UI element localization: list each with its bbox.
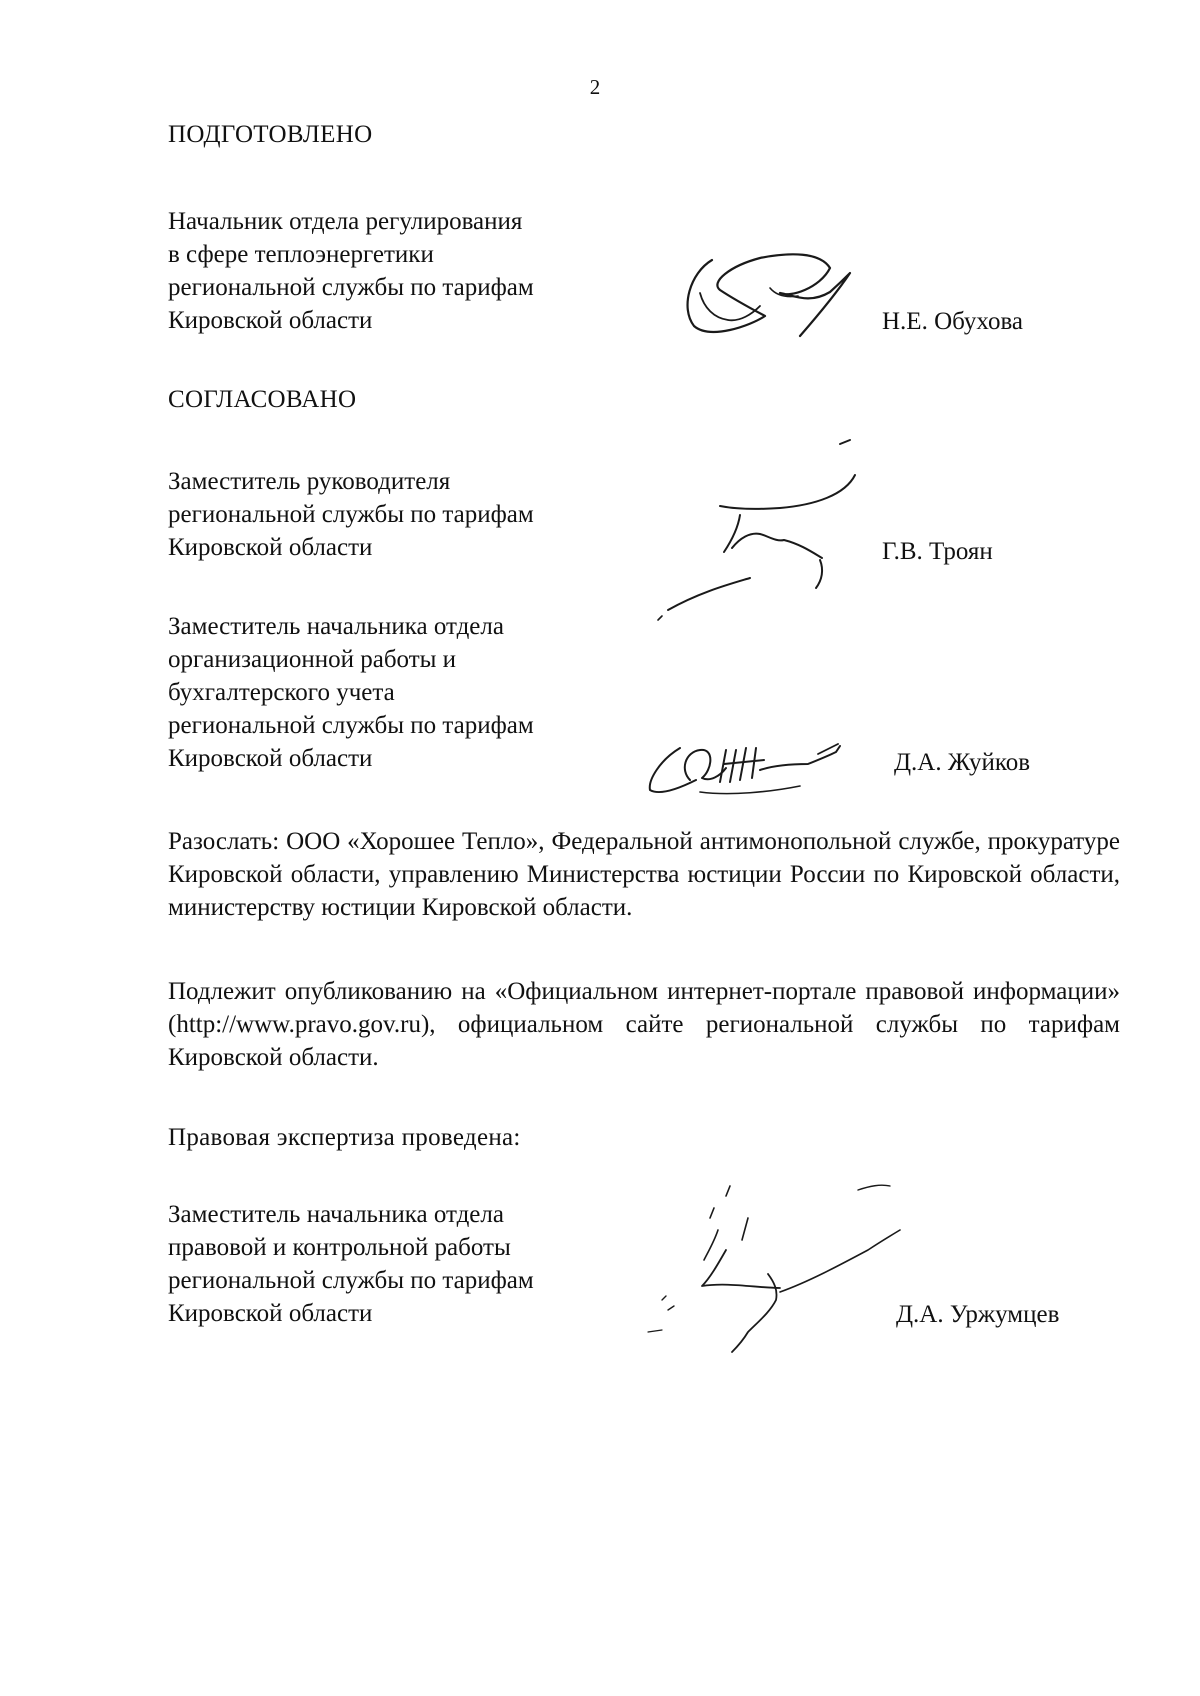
prepared-signer-position: Начальник отдела регулирования в сфере теплоэнергетики региональной службы по тарифам Кировской области xyxy=(168,208,534,334)
agreed-signer-1-position: Заместитель руководителя региональной службы по тарифам Кировской области xyxy=(168,468,534,561)
prepared-heading: ПОДГОТОВЛЕНО xyxy=(168,121,373,148)
legal-review-signer-name: Д.А. Уржумцев xyxy=(896,1301,1060,1328)
prepared-signer-name: Н.Е. Обухова xyxy=(882,308,1024,335)
agreed-signer-2-name: Д.А. Жуйков xyxy=(894,749,1031,776)
signature-zhuikov xyxy=(640,730,880,810)
signature-urzhumtsev xyxy=(618,1182,908,1352)
page-number: 2 xyxy=(589,75,601,99)
publication-notice: Подлежит опубликованию на «Официальном интернет-портале правовой информации» (http://www.pravo.gov.ru), официальном сайте региональной службы по тарифам Кировской области. xyxy=(168,978,1120,1071)
agreed-signer-2-position: Заместитель начальника отдела организационной работы и бухгалтерского учета региональной службы по тарифам Кировской области xyxy=(168,613,534,772)
agreed-signer-1-name: Г.В. Троян xyxy=(882,538,993,565)
signature-troyan xyxy=(640,440,870,620)
legal-review-label: Правовая экспертиза проведена: xyxy=(168,1124,521,1151)
distribution-list: Разослать: ООО «Хорошее Тепло», Федеральной антимонопольной службе, прокуратуре Кировской области, управлению Министерства юстиции России по Кировской области, министерству юстиции Кировской области. xyxy=(168,828,1120,921)
signature-obukhova xyxy=(680,238,870,353)
agreed-heading: СОГЛАСОВАНО xyxy=(168,386,357,413)
legal-review-signer-position: Заместитель начальника отдела правовой и контрольной работы региональной службы по тарифам Кировской области xyxy=(168,1201,534,1327)
